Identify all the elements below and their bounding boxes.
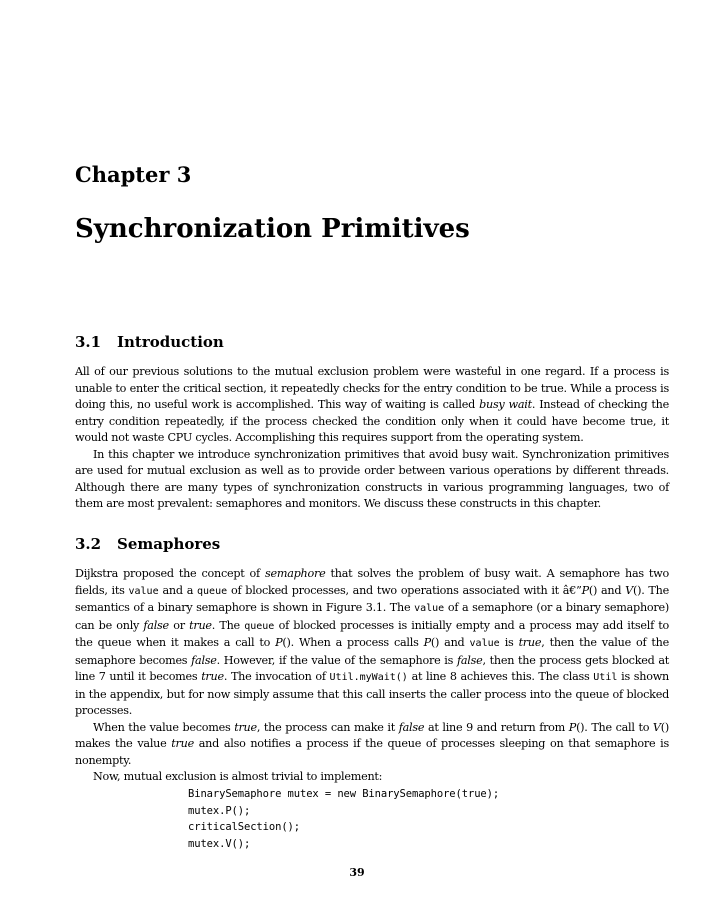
introduction-body	[75, 364, 669, 513]
page-number: 39	[349, 866, 365, 879]
code-line: mutex.P();	[188, 804, 251, 817]
paragraph: Dijkstra proposed the concept of semaphore that solves the problem of busy wait. A semaphore has two fields, its value and a queue of blocked processes, and two operations associated with it â€”P() and V(). The semantics of a binary semaphore is shown in Figure 3.1. The value of a semaphore (or a binary semaphore) can be only false or true. The queue of blocked processes is initially empty and a process may add itself to the queue when it makes a call to P(). When a process calls P() and value is true, then the value of the semaphore becomes false. However, if the value of the semaphore is false, then the process gets blocked at line 7 until it becomes true. The invocation of Util.myWait() at line 8 achieves this. The class Util is shown in the appendix, but for now simply assume that this call inserts the caller process into the queue of blocked processes.	[75, 567, 670, 717]
paragraph: All of our previous solutions to the mutual exclusion problem were wasteful in one regard. If a process is unable to enter the critical section, it repeatedly checks for the entry condition to be true. While a process is doing this, no useful work is accomplished. This way of waiting is called busy wait. Instead of checking the entry condition repeatedly, if the process checked the condition only when it could have become true, it would not waste CPU cycles. Accomplishing this requires support from the operating system.	[75, 365, 670, 444]
paragraph: In this chapter we introduce synchronization primitives that avoid busy wait. Synchronization primitives are used for mutual exclusion as well as to provide order between various operations by different threads. Although there are many types of synchronization constructs in various programming languages, two of them are most prevalent: semaphores and monitors. We discuss these constructs in this chapter.	[75, 447, 669, 510]
section-heading-introduction	[75, 333, 224, 351]
section-title: Introduction	[117, 333, 224, 351]
chapter-label: Chapter 3	[75, 162, 192, 187]
code-line: mutex.V();	[188, 837, 251, 850]
semaphores-body	[75, 566, 669, 786]
code-block	[188, 786, 499, 852]
paragraph: Now, mutual exclusion is almost trivial to implement:	[93, 770, 383, 783]
section-number: 3.1	[75, 333, 102, 351]
section-title: Semaphores	[117, 535, 221, 553]
section-number: 3.2	[75, 535, 102, 553]
section-heading-semaphores	[75, 535, 220, 553]
code-line: criticalSection();	[188, 821, 300, 833]
paragraph: When the value becomes true, the process can make it false at line 9 and return from P(). The call to V() makes the value true and also notifies a process if the queue of processes sleeping on that semaphore is nonempty.	[75, 720, 669, 767]
chapter-title: Synchronization Primitives	[75, 214, 470, 244]
code-line: BinarySemaphore mutex = new BinarySemaphore(true);	[188, 788, 500, 800]
